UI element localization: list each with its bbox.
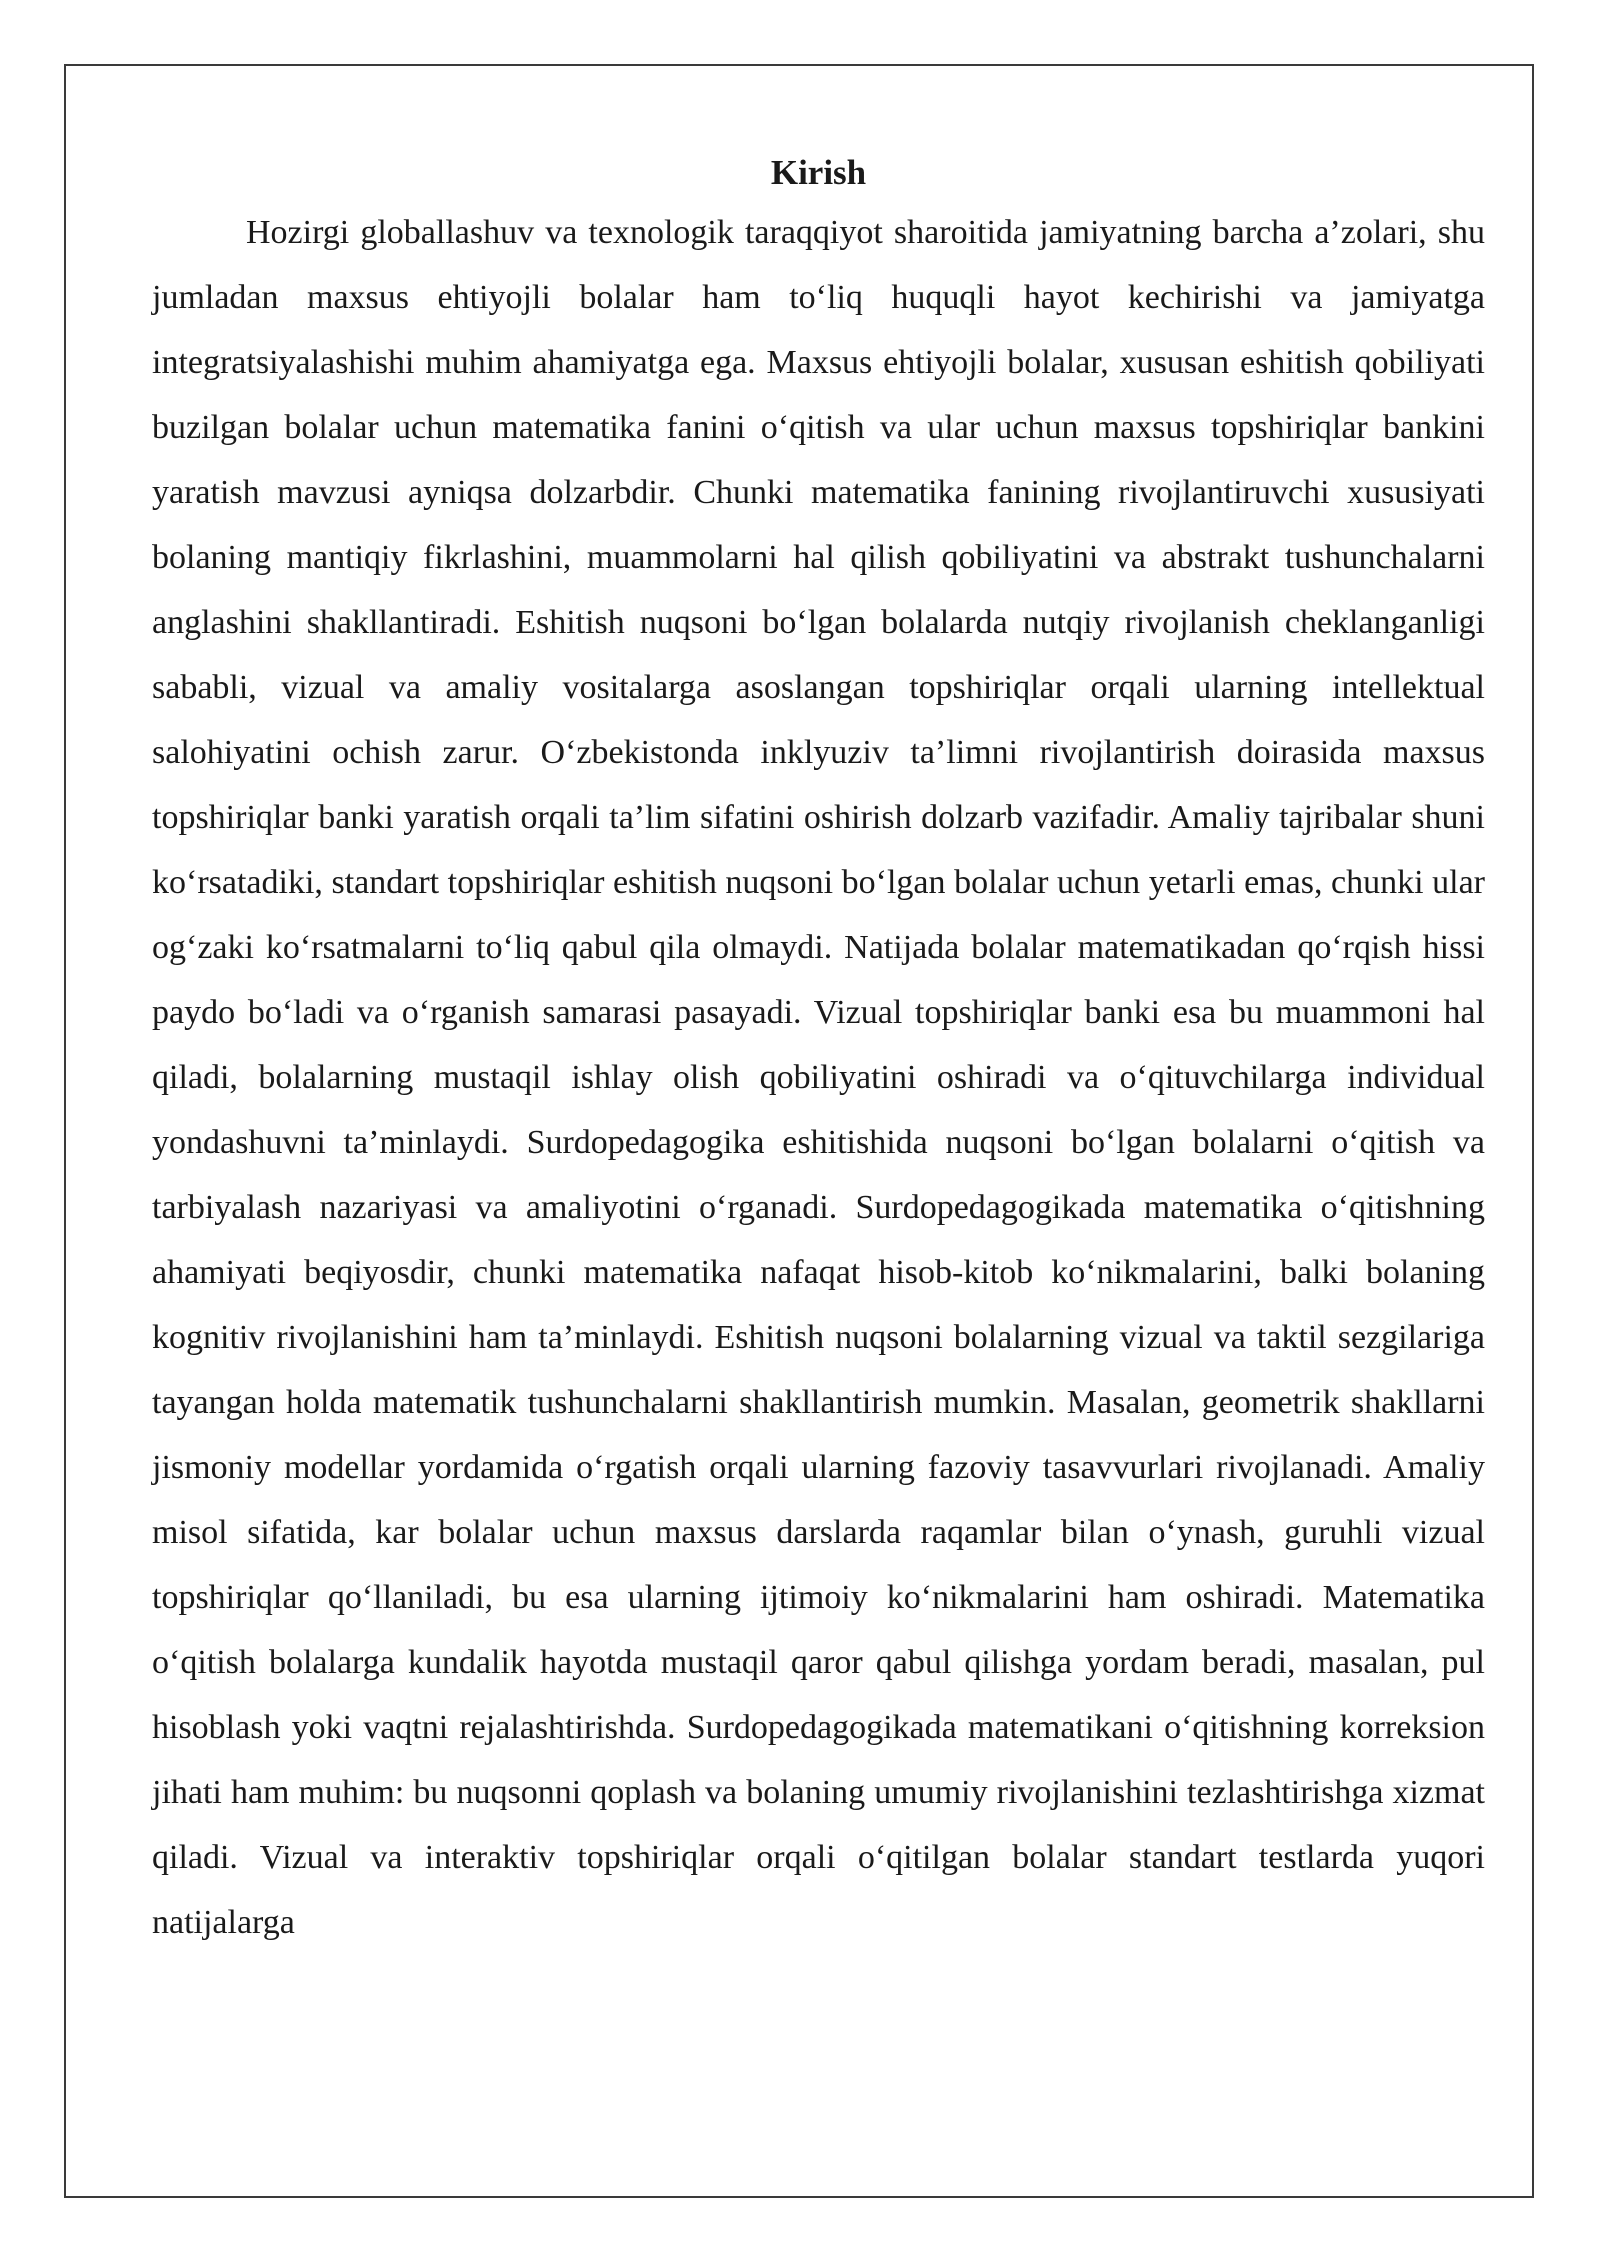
body-paragraph: Hozirgi globallashuv va texnologik taraqqiyot sharoitida jamiyatning barcha a’zolari, shu jumladan maxsus ehtiyojli bolalar ham to‘liq huquqli hayot kechirishi va jamiyatga integratsiyalashishi muhim ahamiyatga ega. Maxsus ehtiyojli bolalar, xususan eshitish qobiliyati buzilgan bolalar uchun matematika fanini o‘qitish va ular uchun maxsus topshiriqlar bankini yaratish mavzusi ayniqsa dolzarbdir. Chunki matematika fanining rivojlantiruvchi xususiyati bolaning mantiqiy fikrlashini, muammolarni hal qilish qobiliyatini va abstrakt tushunchalarni anglashini shakllantiradi. Eshitish nuqsoni bo‘lgan bolalarda nutqiy rivojlanish cheklanganligi sababli, vizual va amaliy vositalarga asoslangan topshiriqlar orqali ularning intellektual salohiyatini ochish zarur. O‘zbekistonda inklyuziv ta’limni rivojlantirish doirasida maxsus topshiriqlar banki yaratish orqali ta’lim sifatini oshirish dolzarb vazifadir. Amaliy tajribalar shuni ko‘rsatadiki, standart topshiriqlar eshitish nuqsoni bo‘lgan bolalar uchun yetarli emas, chunki ular og‘zaki ko‘rsatmalarni to‘liq qabul qila olmaydi. Natijada bolalar matematikadan qo‘rqish hissi paydo bo‘ladi va o‘rganish samarasi pasayadi. Vizual topshiriqlar banki esa bu muammoni hal qiladi, bolalarning mustaqil ishlay olish qobiliyatini oshiradi va o‘qituvchilarga individual yondashuvni ta’minlaydi. Surdopedagogika eshitishida nuqsoni bo‘lgan bolalarni o‘qitish va tarbiyalash nazariyasi va amaliyotini o‘rganadi. Surdopedagogikada matematika o‘qitishning ahamiyati beqiyosdir, chunki matematika nafaqat hisob-kitob ko‘nikmalarini, balki bolaning kognitiv rivojlanishini ham ta’minlaydi. Eshitish nuqsoni bolalarning vizual va taktil sezgilariga tayangan holda matematik tushunchalarni shakllantirish mumkin. Masalan, geometrik shakllarni jismoniy modellar yordamida o‘rgatish orqali ularning fazoviy tasavvurlari rivojlanadi. Amaliy misol sifatida, kar bolalar uchun maxsus darslarda raqamlar bilan o‘ynash, guruhli vizual topshiriqlar qo‘llaniladi, bu esa ularning ijtimoiy ko‘nikmalarini ham oshiradi. Matematika o‘qitish bolalarga kundalik hayotda mustaqil qaror qabul qilishga yordam beradi, masalan, pul hisoblash yoki vaqtni rejalashtirishda. Surdopedagogikada matematikani o‘qitishning korreksion jihati ham muhim: bu nuqsonni qoplash va bolaning umumiy rivojlanishini tezlashtirishga xizmat qiladi. Vizual va interaktiv topshiriqlar orqali o‘qitilgan bolalar standart testlarda yuqori natijalarga [152,214,1485,1941]
section-title: Kirish [770,153,867,192]
document-body [152,146,1485,1955]
